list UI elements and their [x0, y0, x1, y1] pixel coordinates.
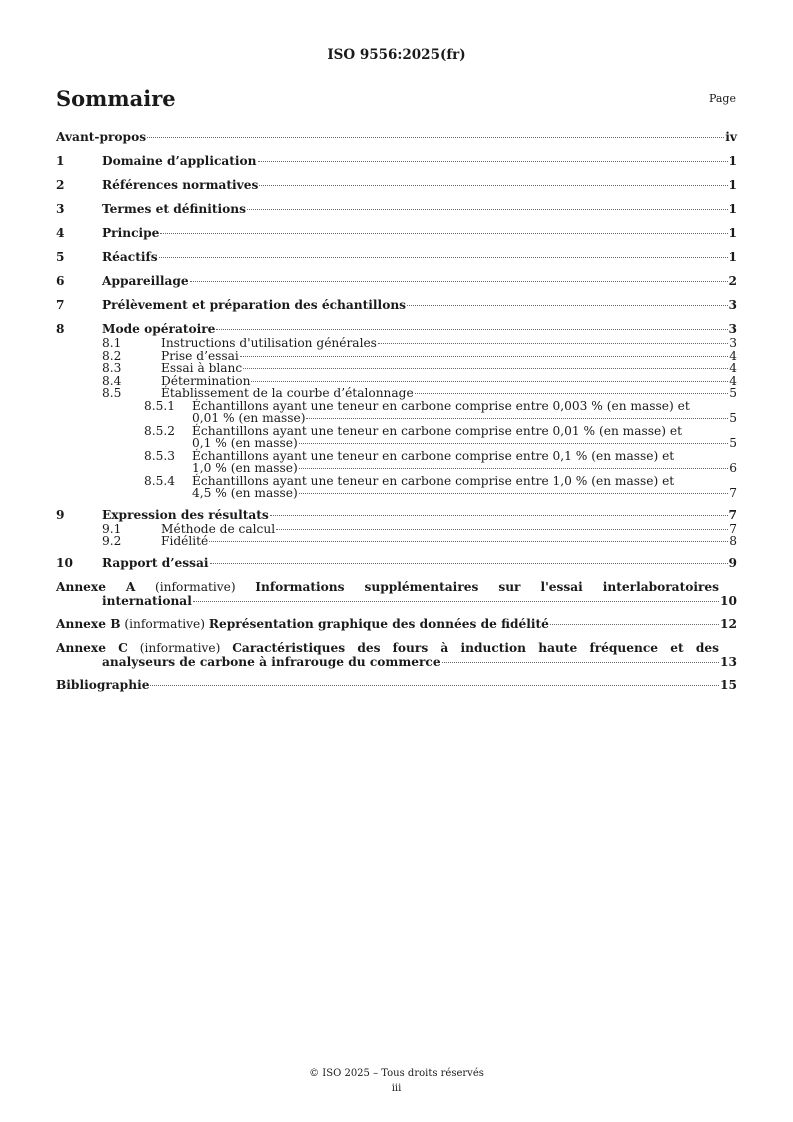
dot-leader: [209, 541, 728, 542]
dot-leader: [251, 381, 728, 382]
dot-leader: [160, 233, 727, 234]
toc-page-number: 5: [729, 386, 737, 400]
toc-section-number: 2: [56, 178, 65, 192]
annex-prefix: Annexe C: [56, 641, 128, 655]
toc-entry-bibliographie[interactable]: [56, 678, 737, 702]
toc-page-number: 5: [729, 411, 737, 425]
toc-entry-label: Bibliographie: [56, 678, 150, 692]
toc-page-number: 6: [729, 461, 737, 475]
dot-leader: [216, 329, 727, 330]
dot-leader: [190, 281, 728, 282]
toc-page-number: 1: [728, 250, 737, 264]
toc-entry-label: Principe: [102, 226, 160, 240]
toc-page-number: 7: [728, 507, 737, 522]
toc-section-number: 9: [56, 507, 65, 522]
dot-leader: [159, 257, 728, 258]
page-footer: [0, 1066, 793, 1096]
toc-entry-label-line1: Échantillons ayant une teneur en carbone comprise entre 0,1 % (en masse) et: [192, 448, 675, 463]
toc-section-number: 7: [56, 298, 65, 312]
dot-leader: [299, 493, 729, 494]
toc-entry-8-2[interactable]: [56, 350, 737, 363]
toc-entry-label-line2: 4,5 % (en masse): [192, 486, 298, 500]
toc-page-number: 8: [729, 534, 737, 548]
toc-entry-label-line2: 1,0 % (en masse): [192, 461, 298, 475]
toc-page-number: 12: [720, 617, 737, 631]
toc-section-number: 8.3: [102, 361, 122, 375]
toc-page-number: 9: [728, 556, 737, 570]
page-number: iii: [391, 1083, 402, 1094]
toc-entry-label: Prélèvement et préparation des échantillons: [102, 298, 407, 312]
dot-leader: [150, 685, 719, 686]
dot-leader: [259, 185, 727, 186]
toc-entry-label: Réactifs: [102, 250, 158, 264]
toc-entry-label-line2: 0,1 % (en masse): [192, 436, 298, 450]
toc-entry-4[interactable]: [56, 226, 737, 250]
annex-prefix: Annexe A: [56, 580, 136, 594]
toc-page-number: 2: [728, 274, 737, 288]
toc-section-number: 8.5.3: [144, 448, 176, 463]
toc-entry-label: Avant-propos: [56, 130, 147, 144]
toc-section-number: 5: [56, 250, 65, 264]
toc-entry-label: Mode opératoire: [102, 322, 216, 336]
toc-entry-avant-propos[interactable]: [56, 130, 737, 154]
dot-leader: [407, 305, 727, 306]
toc-section-number: 8.4: [102, 373, 122, 388]
toc-entry-label: Prise d’essai: [161, 348, 239, 363]
toc-entry-label: Fidélité: [161, 534, 209, 548]
toc-entry-label-line2: international: [102, 594, 192, 608]
toc-section-number: 8.5.2: [144, 423, 176, 438]
toc-entry-8-5-4[interactable]: [56, 475, 737, 508]
toc-entry-label-line1: Échantillons ayant une teneur en carbone comprise entre 1,0 % (en masse) et: [192, 473, 675, 488]
toc-section-number: 6: [56, 274, 65, 288]
toc-entry-label: Essai à blanc: [161, 361, 243, 375]
toc-page-number: 15: [720, 678, 737, 692]
toc-page-number: 13: [720, 655, 737, 669]
toc-entry-label-line1: Échantillons ayant une teneur en carbone comprise entre 0,003 % (en masse) et: [192, 398, 690, 413]
toc-page-number: 1: [728, 178, 737, 192]
toc-entry-9-1[interactable]: [56, 523, 737, 536]
toc-entry-annex-c[interactable]: [56, 641, 737, 678]
dot-leader: [258, 161, 728, 162]
toc-entry-label: Termes et définitions: [102, 202, 246, 216]
toc-entry-6[interactable]: [56, 274, 737, 298]
toc-entry-label: Appareillage: [102, 274, 189, 288]
toc-entry-annex-b[interactable]: [56, 617, 737, 641]
page-column-label: Page: [708, 92, 736, 105]
toc-section-number: 9.1: [102, 521, 122, 536]
toc-page-number: 3: [729, 336, 737, 350]
toc-page-number: 1: [728, 202, 737, 216]
toc-entry-8-1[interactable]: [56, 337, 737, 350]
dot-leader: [550, 624, 719, 625]
toc-entry-label: Méthode de calcul: [161, 521, 276, 536]
toc-page-number: 10: [720, 594, 737, 608]
toc-page-number: 4: [729, 361, 737, 375]
annex-qualifier: (informative): [139, 641, 221, 655]
toc-entry-8-5-1[interactable]: [56, 400, 737, 425]
toc-section-number: 8.5: [102, 386, 122, 400]
toc-entry-label-line1: Informations supplémentaires sur l'essai interlaboratoires: [255, 580, 720, 594]
toc-section-number: 9.2: [102, 534, 122, 548]
toc-section-number: 4: [56, 226, 65, 240]
toc-section-number: 10: [56, 556, 73, 570]
annex-qualifier: (informative): [155, 580, 236, 594]
dot-leader: [243, 368, 728, 369]
toc-entry-8[interactable]: [56, 322, 737, 337]
toc-entry-label: Détermination: [161, 373, 251, 388]
dot-leader: [276, 529, 728, 530]
annex-qualifier: (informative): [124, 617, 206, 631]
dot-leader: [210, 563, 728, 564]
page-title: Sommaire: [56, 86, 176, 111]
toc-page-number: 1: [728, 226, 737, 240]
dot-leader: [247, 209, 728, 210]
toc-entry-label: Représentation graphique des données de fidélité: [208, 617, 549, 631]
toc-page-number: 7: [729, 486, 737, 500]
toc-entry-3[interactable]: [56, 202, 737, 226]
toc-entry-5[interactable]: [56, 250, 737, 274]
dot-leader: [442, 662, 719, 663]
toc-entry-9-2[interactable]: [56, 535, 737, 556]
toc-page-number: 3: [728, 322, 737, 336]
dot-leader: [299, 468, 729, 469]
table-of-contents: [56, 130, 737, 702]
copyright-notice: © ISO 2025 – Tous droits réservés: [309, 1068, 484, 1079]
toc-section-number: 8.1: [102, 336, 122, 350]
toc-entry-8-5-2[interactable]: [56, 425, 737, 450]
toc-page-number: iv: [725, 130, 737, 144]
toc-entry-8-5[interactable]: [56, 387, 737, 400]
toc-entry-label-line1: Caractéristiques des fours à induction haute fréquence et des: [232, 641, 719, 655]
toc-entry-annex-a[interactable]: [56, 580, 737, 617]
toc-section-number: 8.5.4: [144, 473, 176, 488]
toc-entry-7[interactable]: [56, 298, 737, 322]
dot-leader: [193, 601, 719, 602]
toc-entry-10[interactable]: [56, 556, 737, 580]
toc-entry-8-3[interactable]: [56, 362, 737, 375]
toc-section-number: 1: [56, 154, 65, 168]
toc-section-number: 8.2: [102, 348, 122, 363]
toc-entry-1[interactable]: [56, 154, 737, 178]
toc-entry-label-line1: Échantillons ayant une teneur en carbone comprise entre 0,01 % (en masse) et: [192, 423, 682, 438]
toc-entry-label: Expression des résultats: [102, 507, 269, 522]
toc-entry-label: Références normatives: [102, 178, 259, 192]
document-id-header: ISO 9556:2025(fr): [327, 47, 466, 63]
dot-leader: [415, 393, 729, 394]
toc-entry-label-line2: analyseurs de carbone à infrarouge du commerce: [102, 655, 441, 669]
toc-section-number: 8: [56, 322, 65, 336]
toc-section-number: 8.5.1: [144, 398, 176, 413]
dot-leader: [270, 515, 728, 516]
toc-entry-8-5-3[interactable]: [56, 450, 737, 475]
toc-entry-label: Rapport d’essai: [102, 556, 209, 570]
dot-leader: [147, 137, 724, 138]
toc-entry-label: Établissement de la courbe d’étalonnage: [161, 386, 414, 400]
toc-page-number: 3: [728, 298, 737, 312]
toc-entry-9[interactable]: [56, 508, 737, 523]
toc-page-number: 4: [729, 348, 737, 363]
toc-entry-label: Domaine d’application: [102, 154, 257, 168]
toc-entry-2[interactable]: [56, 178, 737, 202]
toc-page-number: 7: [729, 521, 737, 536]
toc-page-number: 5: [729, 436, 737, 450]
dot-leader: [240, 356, 728, 357]
toc-page-number: 4: [729, 373, 737, 388]
toc-entry-label-line2: 0,01 % (en masse): [192, 411, 306, 425]
dot-leader: [306, 418, 728, 419]
annex-prefix: Annexe B: [56, 617, 121, 631]
toc-entry-label: Instructions d'utilisation générales: [161, 336, 377, 350]
toc-section-number: 3: [56, 202, 65, 216]
dot-leader: [378, 343, 728, 344]
toc-page-number: 1: [728, 154, 737, 168]
dot-leader: [299, 443, 729, 444]
